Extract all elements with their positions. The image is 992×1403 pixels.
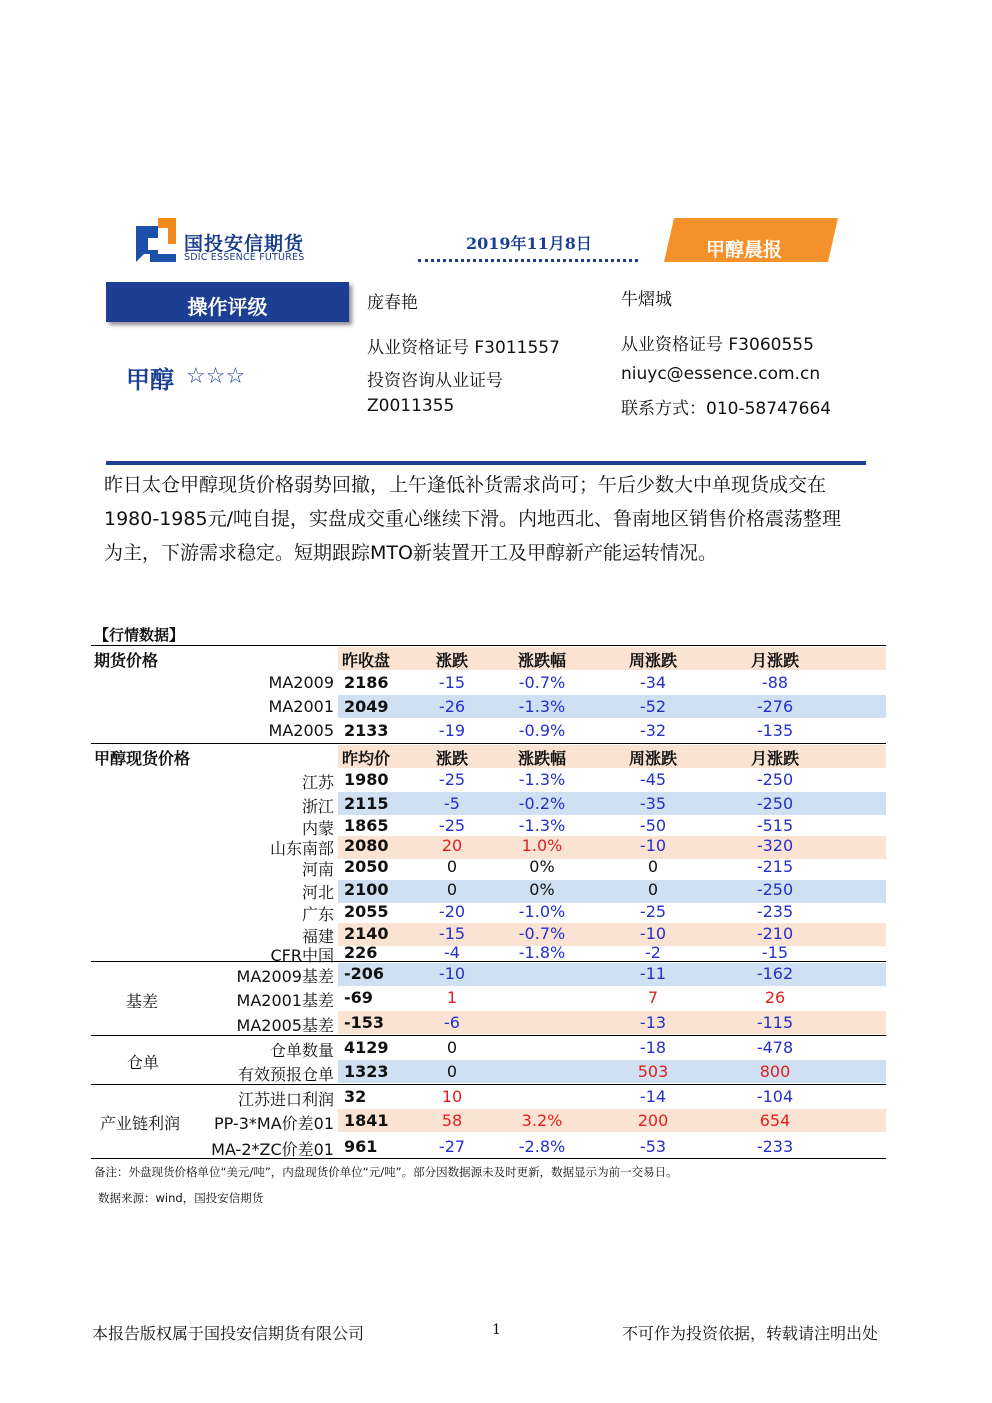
- row-label: 内蒙: [301, 819, 334, 838]
- cell-week: -45: [639, 770, 667, 789]
- cell-week: -10: [639, 836, 667, 855]
- column-header: 周涨跌: [628, 749, 677, 768]
- row-label: 有效预报仓单: [237, 1065, 334, 1084]
- row-label: CFR中国: [270, 946, 334, 965]
- row-value: 2050: [344, 857, 389, 876]
- cell-week: -53: [639, 1137, 667, 1156]
- footer-copyright: 本报告版权属于国投安信期货有限公司: [92, 1324, 365, 1343]
- cell-chg: -26: [438, 697, 466, 716]
- row-value: 226: [344, 943, 378, 962]
- cell-week: -14: [639, 1087, 667, 1106]
- footer-disclaimer: 不可作为投资依据，转载请注明出处: [622, 1324, 879, 1343]
- row-value: 2080: [344, 836, 389, 855]
- row-label: 河北: [301, 883, 334, 902]
- cell-month: -250: [756, 880, 794, 899]
- cell-month: 800: [759, 1062, 791, 1081]
- row-value: 4129: [344, 1038, 389, 1057]
- row-value: -69: [344, 988, 373, 1007]
- data-source: 数据来源：wind，国投安信期货: [98, 1191, 264, 1205]
- cell-week: 7: [647, 988, 659, 1007]
- row-value: -206: [344, 964, 385, 983]
- cell-month: -233: [756, 1137, 794, 1156]
- cell-pct: 3.2%: [521, 1111, 563, 1130]
- cell-month: -215: [756, 857, 794, 876]
- cell-pct: 1.0%: [521, 836, 563, 855]
- row-label: 浙江: [301, 797, 334, 816]
- cell-chg: 10: [441, 1087, 463, 1106]
- cell-month: -235: [756, 902, 794, 921]
- row-label: MA2001: [268, 697, 334, 716]
- cell-month: -320: [756, 836, 794, 855]
- table-rule: [91, 1084, 886, 1085]
- row-value: 2115: [344, 794, 389, 813]
- row-value: -153: [344, 1013, 385, 1032]
- row-label: 福建: [301, 927, 334, 946]
- cell-week: -11: [639, 964, 667, 983]
- cell-month: 654: [759, 1111, 791, 1130]
- row-label: MA2001基差: [236, 991, 334, 1010]
- cell-chg: 0: [446, 880, 458, 899]
- cell-week: -35: [639, 794, 667, 813]
- cell-pct: -1.3%: [518, 770, 566, 789]
- cell-week: -34: [639, 673, 667, 692]
- cell-pct: 0%: [529, 857, 555, 876]
- analyst-2-email[interactable]: niuyc@essence.com.cn: [621, 364, 821, 384]
- summary-line: 为主，下游需求稳定。短期跟踪MTO新装置开工及甲醇新产能运转情况。: [104, 542, 717, 564]
- cell-chg: 0: [446, 1038, 458, 1057]
- cell-pct: -0.7%: [518, 924, 566, 943]
- logo-english-name: SDIC ESSENCE FUTURES: [184, 252, 305, 263]
- report-date: 2019年11月8日: [466, 234, 592, 253]
- table-title: 【行情数据】: [94, 626, 185, 644]
- cell-chg: -20: [438, 902, 466, 921]
- column-header: 昨均价: [342, 749, 391, 768]
- row-label: 江苏进口利润: [237, 1090, 334, 1109]
- section-basis: 基差: [126, 992, 159, 1011]
- rating-stars-icon: ☆☆☆: [186, 364, 246, 389]
- row-value: 1841: [344, 1111, 389, 1130]
- row-value: 2100: [344, 880, 389, 899]
- cell-week: -13: [639, 1013, 667, 1032]
- product-name: 甲醇: [126, 366, 174, 394]
- cell-week: -50: [639, 816, 667, 835]
- column-header: 月涨跌: [750, 749, 799, 768]
- column-header: 涨跌: [435, 749, 468, 768]
- cell-chg: 0: [446, 1062, 458, 1081]
- cell-chg: -15: [438, 924, 466, 943]
- row-value: 2140: [344, 924, 389, 943]
- table-rule: [91, 961, 886, 962]
- row-label: 河南: [301, 860, 334, 879]
- section-spot: 甲醇现货价格: [94, 749, 191, 768]
- row-label: PP-3*MA价差01: [213, 1114, 334, 1133]
- analyst-2-phone: 联系方式：010-58747664: [621, 399, 832, 419]
- section-warrant: 仓单: [127, 1053, 160, 1072]
- row-value: 32: [344, 1087, 367, 1106]
- table-rule: [91, 1035, 886, 1036]
- cell-chg: -4: [444, 943, 460, 962]
- row-label: MA2005: [268, 721, 334, 740]
- cell-pct: -1.3%: [518, 816, 566, 835]
- row-label: 广东: [301, 905, 334, 924]
- cell-month: -15: [761, 943, 789, 962]
- table-rule: [91, 1158, 886, 1159]
- column-header: 周涨跌: [628, 651, 677, 670]
- row-label: MA2005基差: [236, 1016, 334, 1035]
- cell-chg: 1: [446, 988, 458, 1007]
- section-futures: 期货价格: [94, 651, 159, 670]
- cell-chg: -10: [438, 964, 466, 983]
- cell-month: -276: [756, 697, 794, 716]
- analyst-1-cert: 从业资格证号 F3011557: [367, 338, 560, 358]
- analyst-2-name: 牛熠城: [621, 290, 672, 310]
- row-label: MA2009基差: [236, 967, 334, 986]
- row-value: 1980: [344, 770, 389, 789]
- row-value: 2186: [344, 673, 389, 692]
- cell-week: -18: [639, 1038, 667, 1057]
- section-profit: 产业链利润: [100, 1114, 181, 1133]
- cell-month: -250: [756, 770, 794, 789]
- row-value: 1865: [344, 816, 389, 835]
- cell-month: -104: [756, 1087, 794, 1106]
- company-logo-icon: [136, 218, 176, 262]
- row-value: 2055: [344, 902, 389, 921]
- cell-week: 0: [647, 880, 659, 899]
- cell-pct: -1.3%: [518, 697, 566, 716]
- cell-month: -135: [756, 721, 794, 740]
- cell-week: 503: [637, 1062, 669, 1081]
- analyst-1-consult-id: Z0011355: [367, 396, 455, 416]
- cell-week: -32: [639, 721, 667, 740]
- row-label: 山东南部: [269, 839, 334, 858]
- cell-chg: 20: [441, 836, 463, 855]
- cell-pct: -0.2%: [518, 794, 566, 813]
- cell-month: -115: [756, 1013, 794, 1032]
- report-title: 甲醇晨报: [706, 239, 783, 261]
- row-label: 仓单数量: [269, 1041, 334, 1060]
- cell-week: 200: [637, 1111, 669, 1130]
- cell-chg: -6: [444, 1013, 460, 1032]
- row-value: 2133: [344, 721, 389, 740]
- table-rule: [91, 743, 886, 744]
- cell-month: -210: [756, 924, 794, 943]
- cell-pct: -1.0%: [518, 902, 566, 921]
- cell-month: -88: [761, 673, 789, 692]
- analyst-1-consult-label: 投资咨询从业证号: [367, 371, 503, 391]
- analyst-2-cert: 从业资格证号 F3060555: [621, 335, 814, 355]
- cell-chg: -25: [438, 816, 466, 835]
- cell-chg: -25: [438, 770, 466, 789]
- cell-pct: -0.9%: [518, 721, 566, 740]
- cell-pct: -0.7%: [518, 673, 566, 692]
- row-label: MA-2*ZC价差01: [211, 1140, 334, 1159]
- section-divider: [106, 461, 866, 465]
- summary-line: 昨日太仓甲醇现货价格弱势回撤，上午逢低补货需求尚可；午后少数大中单现货成交在: [104, 474, 827, 496]
- cell-month: -250: [756, 794, 794, 813]
- cell-month: -478: [756, 1038, 794, 1057]
- table-rule: [91, 645, 886, 646]
- cell-pct: -2.8%: [518, 1137, 566, 1156]
- row-value: 1323: [344, 1062, 389, 1081]
- cell-chg: 58: [441, 1111, 463, 1130]
- column-header: 涨跌幅: [517, 651, 566, 670]
- market-summary: [104, 468, 874, 570]
- summary-line: 1980-1985元/吨自提，实盘成交重心继续下滑。内地西北、鲁南地区销售价格震荡整理: [104, 508, 841, 530]
- column-header: 涨跌: [435, 651, 468, 670]
- column-header: 月涨跌: [750, 651, 799, 670]
- column-header: 涨跌幅: [517, 749, 566, 768]
- cell-chg: -19: [438, 721, 466, 740]
- table-note: 备注：外盘现货价格单位“美元/吨”，内盘现货价单位“元/吨”。部分因数据源未及时更新，数据显示为前一交易日。: [94, 1165, 678, 1179]
- cell-chg: -15: [438, 673, 466, 692]
- cell-chg: -27: [438, 1137, 466, 1156]
- cell-chg: 0: [446, 857, 458, 876]
- cell-pct: -1.8%: [518, 943, 566, 962]
- operation-rating-box: 操作评级: [106, 282, 349, 322]
- page-number: 1: [492, 1322, 501, 1338]
- cell-week: -52: [639, 697, 667, 716]
- analyst-1-name: 庞春艳: [367, 293, 418, 313]
- date-dotted-underline: [418, 259, 638, 262]
- cell-week: -10: [639, 924, 667, 943]
- cell-week: -2: [645, 943, 661, 962]
- column-header: 昨收盘: [342, 651, 391, 670]
- row-value: 961: [344, 1137, 378, 1156]
- cell-month: 26: [764, 988, 786, 1007]
- cell-month: -162: [756, 964, 794, 983]
- row-label: 江苏: [301, 773, 334, 792]
- cell-week: -25: [639, 902, 667, 921]
- logo-chinese-name: 国投安信期货: [184, 233, 305, 255]
- row-label: MA2009: [268, 673, 334, 692]
- row-value: 2049: [344, 697, 389, 716]
- cell-chg: -5: [444, 794, 460, 813]
- cell-pct: 0%: [529, 880, 555, 899]
- cell-week: 0: [647, 857, 659, 876]
- cell-month: -515: [756, 816, 794, 835]
